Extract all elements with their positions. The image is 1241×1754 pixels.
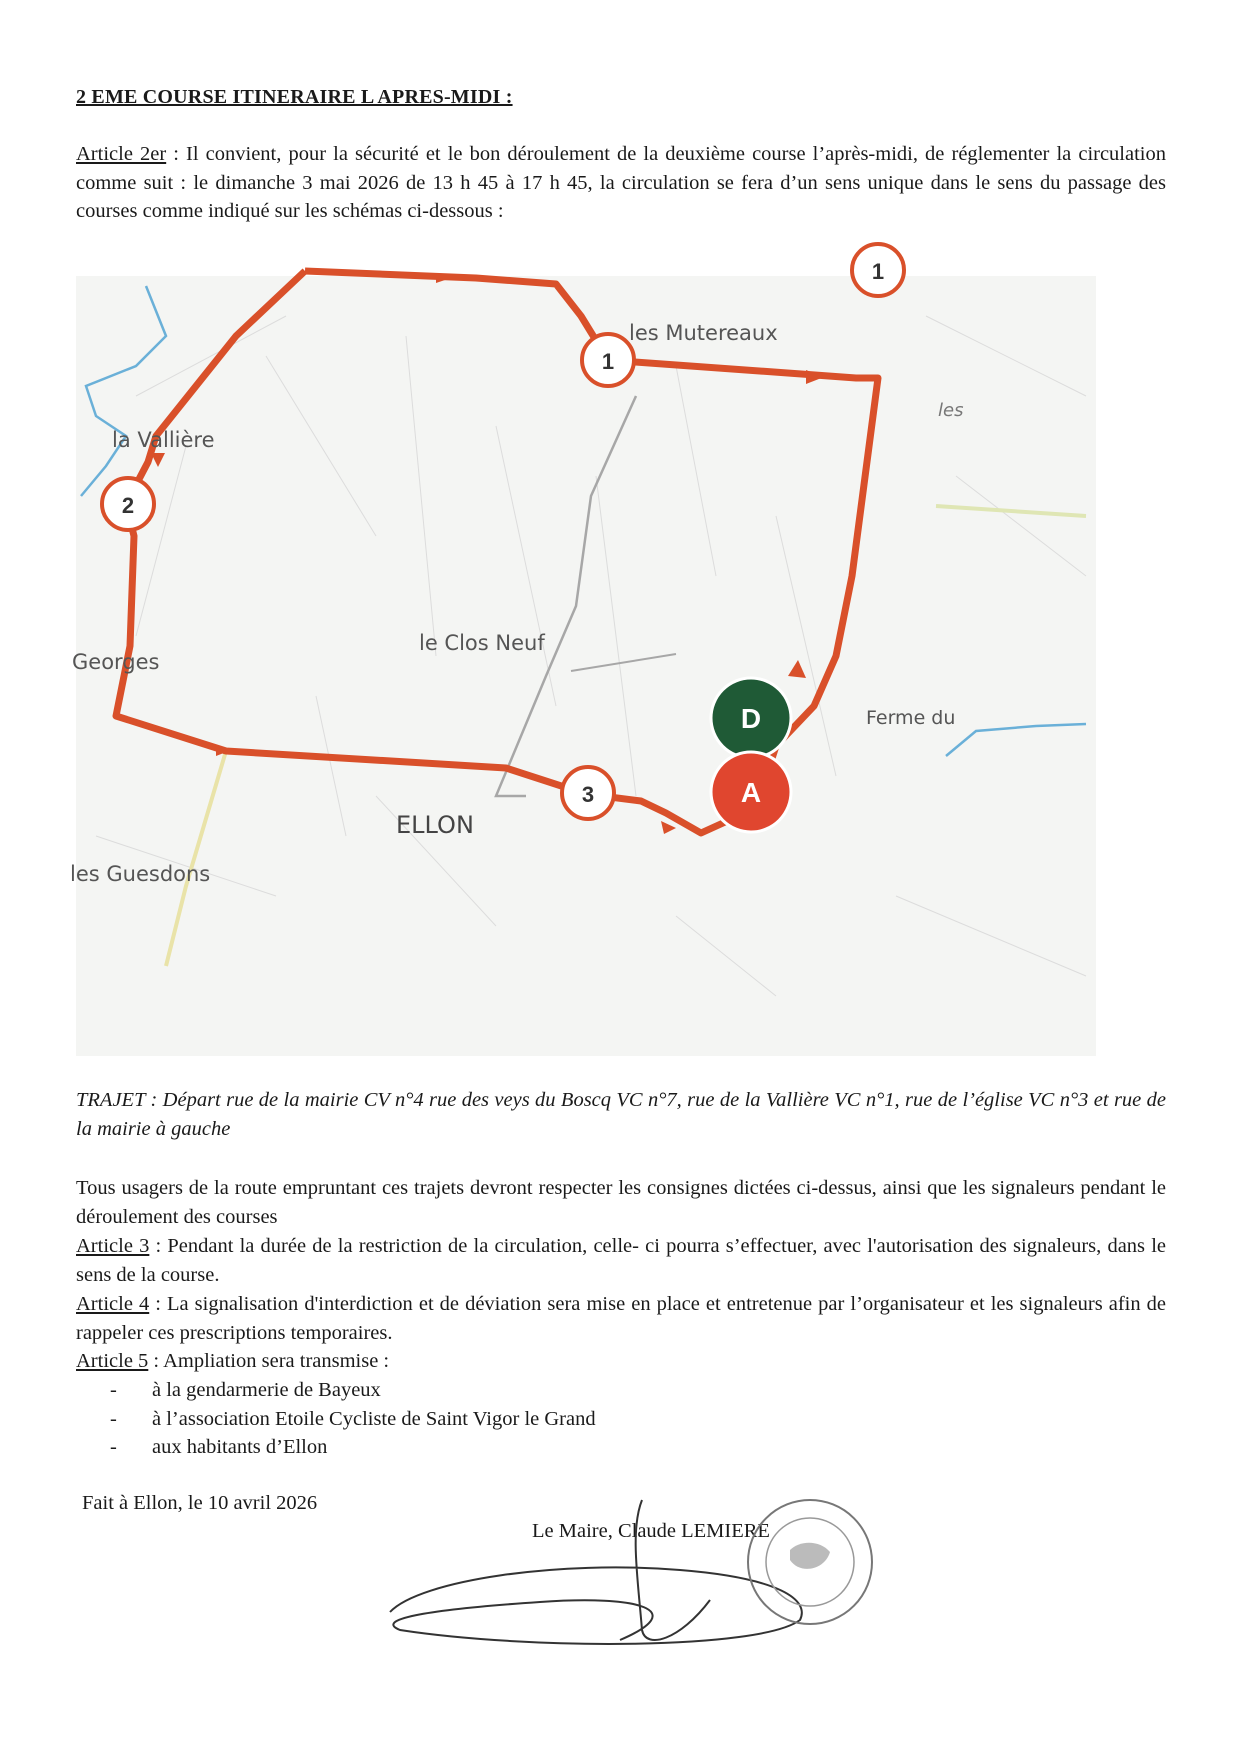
route-map-svg (70, 259, 1096, 1056)
place-label-georges: Georges (72, 650, 160, 674)
marker-3 (562, 767, 614, 819)
place-label-valliere: la Vallière (112, 428, 215, 452)
marker-2-label: 2 (121, 493, 135, 518)
article-4-label: Article 4 (76, 1293, 150, 1315)
article-2-paragraph (76, 140, 1166, 226)
marker-1-top-label: 1 (871, 259, 885, 284)
place-label-ferme: Ferme du (866, 707, 956, 729)
handwritten-signature (390, 1500, 802, 1644)
marker-3-label: 3 (581, 782, 595, 807)
marker-arrivee-label: A (740, 777, 762, 808)
article-5-label: Article 5 (76, 1350, 149, 1372)
signature-and-stamp (380, 1490, 900, 1680)
recipient-association: à l’association Etoile Cycliste de Saint Vigor le Grand (152, 1407, 596, 1430)
article-5-paragraph (76, 1347, 1166, 1376)
marker-2 (102, 478, 154, 530)
document-heading: 2 EME COURSE ITINERAIRE L APRES-MIDI : (76, 86, 513, 108)
usagers-paragraph: Tous usagers de la route empruntant ces trajets devront respecter les consignes dictées ci-dessus, ainsi que les signaleurs pendant le déroulement des courses (76, 1177, 1166, 1228)
article-4-text: : La signalisation d'interdiction et de déviation sera mise en place et entretenue par l’organisateur et les signaleurs afin de rappeler ces prescriptions temporaires. (76, 1293, 1166, 1344)
marker-depart (711, 678, 791, 758)
list-item: - à l’association Etoile Cycliste de Saint Vigor le Grand (110, 1405, 596, 1434)
place-label-ellon: ELLON (396, 811, 474, 839)
place-label-clos-neuf: le Clos Neuf (419, 631, 545, 655)
article-5-text: : Ampliation sera transmise : (148, 1350, 390, 1372)
article-4-paragraph (76, 1290, 1166, 1347)
article-3-text: : Pendant la durée de la restriction de la circulation, celle- ci pourra s’effectuer, avec l'autorisation des signaleurs, dans le sens de la course. (76, 1235, 1166, 1286)
official-stamp (748, 1500, 872, 1624)
route-map (70, 259, 1096, 1056)
marker-arrivee (711, 752, 791, 832)
marker-depart-label: D (740, 703, 762, 734)
article-2-text: : Il convient, pour la sécurité et le bon déroulement de la deuxième course l’après-midi, de réglementer la circulation comme suit : le dimanche 3 mai 2026 de 13 h 45 à 17 h 45, la circulation se fera d’un sens unique dans le sens du passage des courses comme indiqué sur les schémas ci-dessous : (76, 143, 1166, 222)
place-and-date: Fait à Ellon, le 10 avril 2026 (82, 1492, 318, 1514)
list-item: - aux habitants d’Ellon (110, 1433, 596, 1462)
recipient-gendarmerie: à la gendarmerie de Bayeux (152, 1379, 381, 1401)
article-3-paragraph (76, 1232, 1166, 1289)
seal-emblem (790, 1543, 830, 1569)
place-label-les: les (938, 400, 964, 421)
recipient-habitants: aux habitants d’Ellon (152, 1436, 328, 1458)
trajet-paragraph: TRAJET : Départ rue de la mairie CV n°4 rue des veys du Boscq VC n°7, rue de la Vallière VC n°1, rue de l’église VC n°3 et rue de la mairie à gauche (76, 1089, 1166, 1140)
mayor-name: Le Maire, Claude LEMIERE (532, 1520, 770, 1542)
marker-1-mid-label: 1 (601, 349, 615, 374)
recipient-list (110, 1376, 596, 1462)
list-item: - à la gendarmerie de Bayeux (110, 1376, 596, 1405)
place-label-mutereaux: les Mutereaux (629, 321, 778, 345)
place-label-guesdons: les Guesdons (70, 862, 211, 886)
marker-1-top (852, 244, 904, 296)
article-2-label: Article 2er (76, 143, 167, 165)
marker-1-mid (582, 334, 634, 386)
article-3-label: Article 3 (76, 1235, 150, 1257)
